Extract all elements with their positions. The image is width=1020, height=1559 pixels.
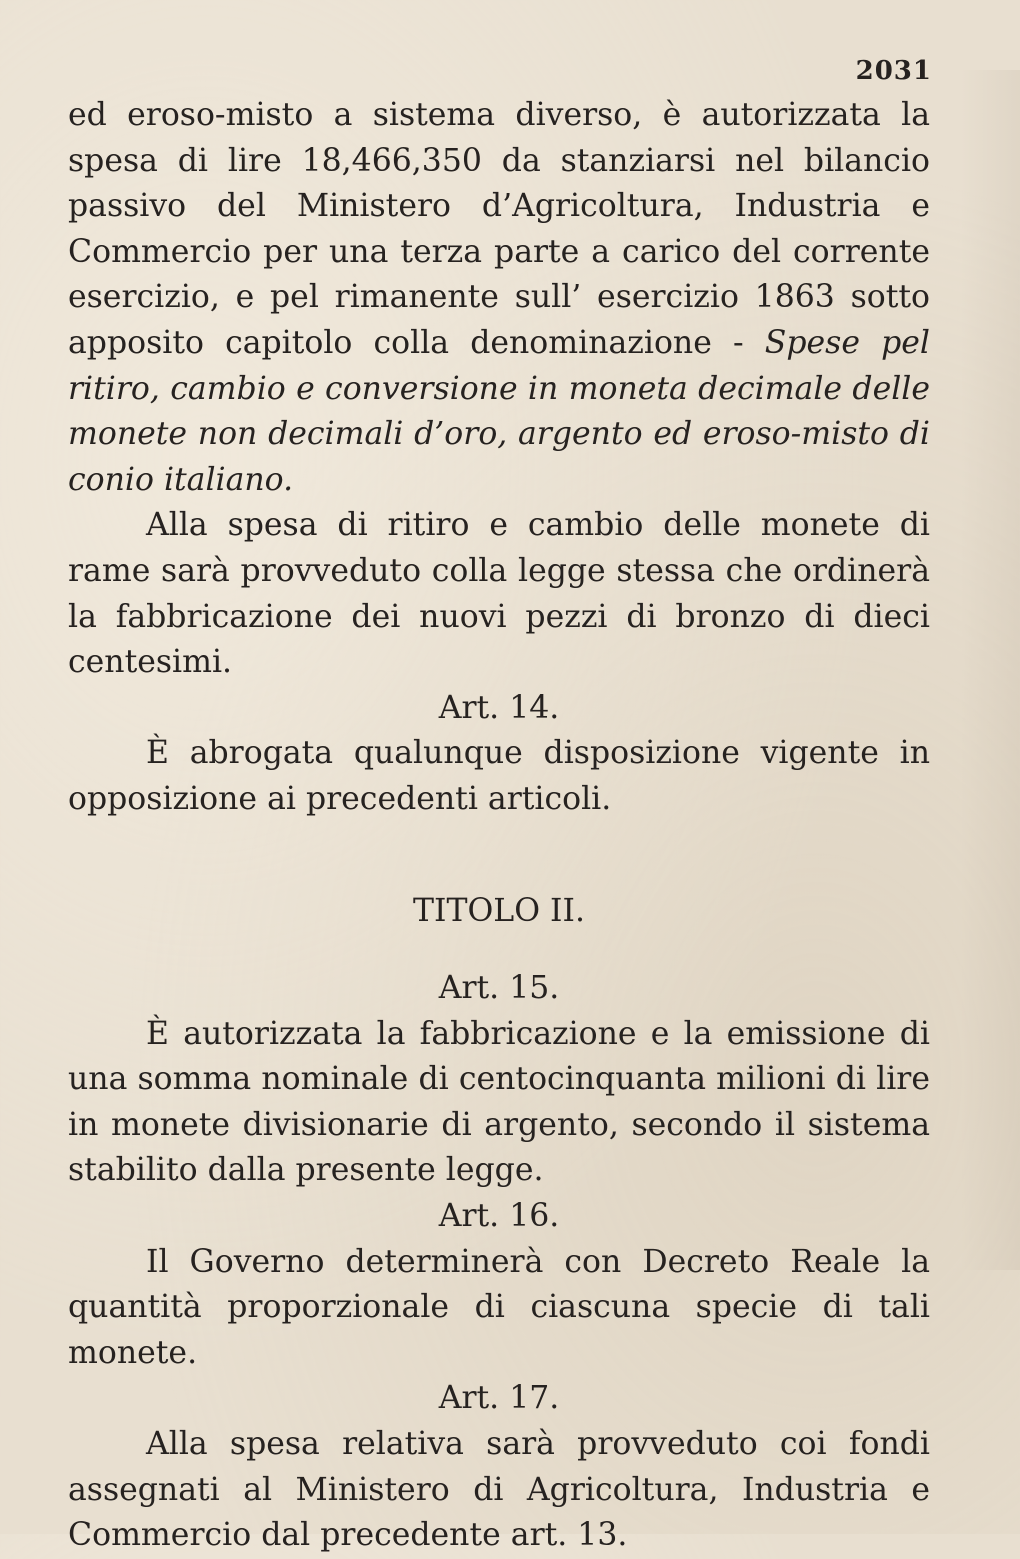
bleed-through-shading [960, 70, 1020, 1270]
article-14-heading: Art. 14. [438, 689, 560, 726]
chapter-name-italic: Spese pel ritiro, cambio e conversione in moneta decimale delle monete non decimali d’oro, argento ed eroso-misto di conio italiano. [68, 324, 930, 498]
article-14-text: È abrogata qualunque disposizione vigente in opposizione ai precedenti articoli. [68, 735, 930, 817]
article-15-text: È autorizzata la fabbricazione e la emissione di una somma nominale di centocinquanta milioni di lire in monete divisionarie di argento, secondo il sistema stabilito dalla presente legge. [68, 1015, 930, 1189]
page-number: 2031 [855, 56, 932, 86]
article-16-heading: Art. 16. [438, 1198, 560, 1235]
body-text [68, 93, 930, 1559]
article-15-heading: Art. 15. [438, 970, 560, 1007]
paragraph-continuation-text: ed eroso-misto a sistema diverso, è autorizzata la spesa di lire 18,466,350 da stanziarsi nel bilancio passivo del Ministero d’Agricoltura, Industria e Commercio per una terza parte a carico del corrente esercizio, e pel rimanente sull’ esercizio 1863 sotto apposito capitolo colla denominazione - [68, 97, 930, 361]
article-17-text: Alla spesa relativa sarà provveduto coi fondi assegnati al Ministero di Agricoltura, Industria e Commercio dal precedente art. 13. [68, 1426, 930, 1554]
paragraph-continuation [68, 93, 930, 503]
article-17-heading: Art. 17. [438, 1380, 560, 1417]
article-16-text: Il Governo determinerà con Decreto Reale la quantità proporzionale di ciascuna specie di tali monete. [68, 1243, 930, 1371]
titolo-heading: TITOLO II. [413, 892, 585, 929]
paragraph-copper-coins: Alla spesa di ritiro e cambio delle monete di rame sarà provveduto colla legge stessa che ordinerà la fabbricazione dei nuovi pezzi di bronzo di dieci centesimi. [68, 507, 930, 681]
